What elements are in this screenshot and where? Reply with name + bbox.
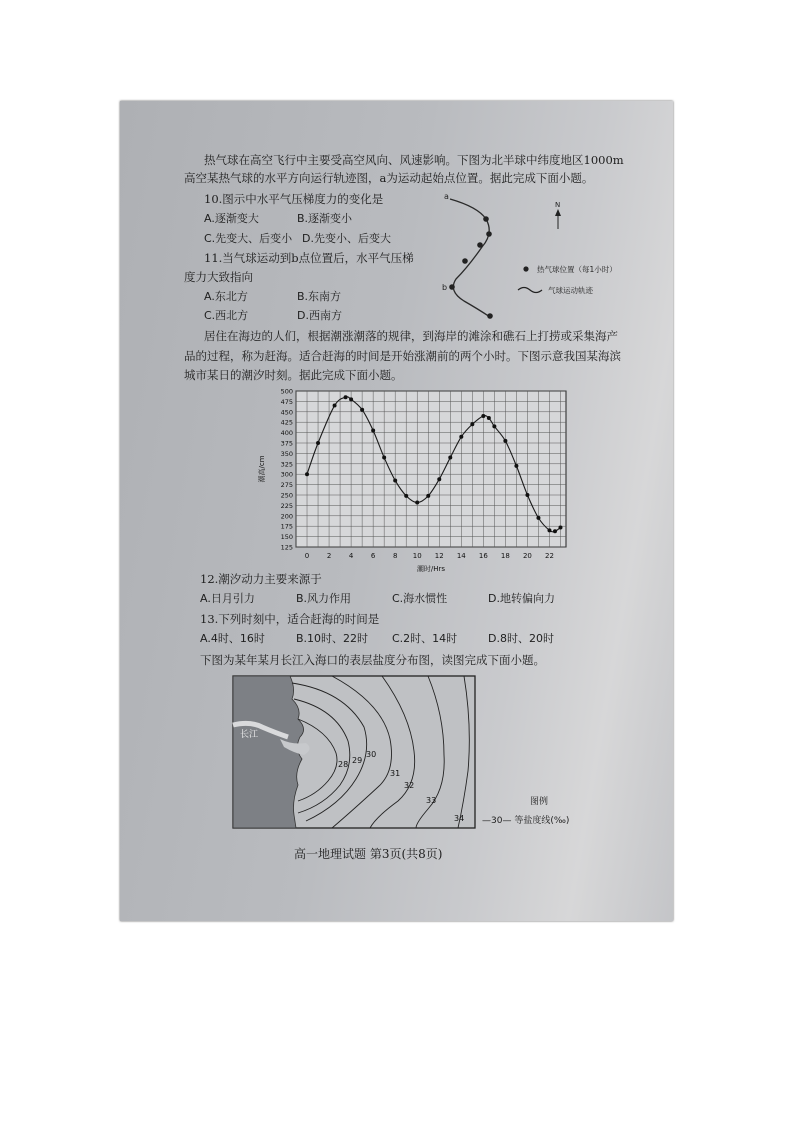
- q11-option-b: B.东南方: [297, 290, 342, 303]
- x-tick-label: 14: [456, 552, 466, 560]
- tide-data-point: [470, 422, 474, 426]
- q11-stem-line2: 度力大致指向: [184, 270, 253, 284]
- isoline-label-28: 28: [338, 760, 349, 769]
- y-tick-label: 300: [280, 470, 293, 479]
- balloon-trajectory-figure: [420, 189, 650, 325]
- tide-data-point: [344, 395, 348, 399]
- q12-stem: 12.潮汐动力主要来源于: [200, 572, 322, 586]
- tide-data-point: [481, 414, 485, 418]
- tide-data-point: [349, 397, 353, 401]
- x-tick-label: 12: [434, 552, 444, 560]
- tide-data-point: [360, 408, 364, 412]
- tide-data-point: [393, 478, 397, 482]
- balloon-point: [487, 313, 493, 319]
- tide-data-point: [437, 477, 441, 481]
- tide-data-point: [371, 429, 375, 433]
- isoline-label-34: 34: [454, 814, 465, 823]
- x-tick-label: 4: [348, 552, 354, 560]
- x-tick-label: 16: [478, 552, 488, 560]
- q13-option-a: A.4时、16时: [200, 632, 265, 645]
- y-tick-label: 375: [280, 439, 293, 448]
- y-tick-label: 250: [280, 491, 293, 500]
- x-tick-label: 22: [545, 552, 554, 560]
- q10-option-a: A.逐渐变大: [204, 212, 259, 225]
- river-label: 长江: [240, 730, 259, 740]
- passage1-line1: 热气球在高空飞行中主要受高空风向、风速影响。下图为北半球中纬度地区1000m: [204, 153, 624, 167]
- salinity-map: [232, 675, 477, 830]
- q10-option-c: C.先变大、后变小: [204, 232, 293, 245]
- balloon-track: [450, 199, 490, 317]
- map-legend-value: 30: [491, 816, 503, 826]
- passage2-line1: 居住在海边的人们，根据潮涨潮落的规律，到海岸的滩涂和礁石上打捞或采集海产: [204, 329, 618, 343]
- tide-data-point: [553, 529, 557, 533]
- y-tick-label: 325: [280, 460, 293, 469]
- q10-stem: 10.图示中水平气压梯度力的变化是: [204, 192, 384, 206]
- tide-data-point: [426, 494, 430, 498]
- legend-dash-icon: —: [482, 816, 491, 826]
- q13-option-d: D.8时、20时: [488, 632, 554, 645]
- y-axis-label: 潮高/cm: [258, 455, 266, 483]
- tide-data-point: [316, 441, 320, 445]
- y-tick-label: 450: [280, 408, 293, 417]
- y-tick-label: 225: [280, 501, 293, 510]
- balloon-point: [483, 216, 489, 222]
- tide-data-point: [547, 528, 551, 532]
- passage2-line2: 品的过程，称为赶海。适合赶海的时间是开始涨潮前的两个小时。下图示意我国某海滨: [184, 349, 621, 363]
- island: [288, 785, 292, 788]
- tide-data-point: [525, 493, 529, 497]
- tide-data-point: [404, 494, 408, 498]
- x-tick-label: 0: [304, 552, 310, 560]
- q11-option-a: A.东北方: [204, 290, 248, 303]
- balloon-point: [449, 284, 455, 290]
- x-tick-label: 8: [392, 552, 398, 560]
- y-tick-label: 425: [280, 418, 293, 427]
- tide-data-point: [305, 472, 309, 476]
- map-legend-text: 等盐度线(‰): [514, 816, 570, 826]
- tide-data-point: [558, 525, 562, 529]
- q11-option-c: C.西北方: [204, 309, 249, 322]
- isoline-label-30: 30: [366, 750, 377, 759]
- y-tick-label: 500: [280, 387, 293, 396]
- q10-option-d: D.先变小、后变大: [302, 232, 391, 245]
- q10-option-b: B.逐渐变小: [297, 212, 353, 225]
- tide-data-point: [382, 456, 386, 460]
- y-tick-label: 400: [280, 429, 293, 438]
- q11-option-d: D.西南方: [297, 309, 342, 322]
- legend-line-text: 气球运动轨迹: [548, 286, 593, 295]
- north-label: N: [555, 201, 561, 209]
- x-tick-label: 2: [326, 552, 332, 560]
- tide-data-point: [333, 404, 337, 408]
- isoline-label-33: 33: [426, 796, 437, 805]
- balloon-point: [486, 231, 492, 237]
- q13-option-c: C.2时、14时: [392, 632, 458, 645]
- exam-page: [120, 101, 673, 921]
- balloon-point: [462, 258, 468, 264]
- point-a-label: a: [444, 192, 449, 201]
- y-tick-label: 200: [280, 512, 293, 521]
- q12-option-d: D.地转偏向力: [488, 592, 555, 605]
- passage2-line3: 城市某日的潮汐时刻。据此完成下面小题。: [184, 368, 403, 382]
- y-tick-label: 150: [280, 533, 293, 542]
- page-footer: 高一地理试题 第3页(共8页): [294, 847, 443, 861]
- legend-line-icon: [518, 288, 542, 293]
- island: [283, 771, 289, 775]
- q12-option-a: A.日月引力: [200, 592, 255, 605]
- tide-data-point: [448, 456, 452, 460]
- plot-area: [296, 391, 566, 547]
- y-tick-label: 475: [280, 397, 293, 406]
- balloon-point: [477, 242, 483, 248]
- x-axis-label: 潮时/Hrs: [416, 565, 446, 573]
- tide-data-point: [492, 424, 496, 428]
- legend-dash-icon: —: [502, 816, 512, 826]
- point-b-label: b: [442, 283, 448, 292]
- x-tick-label: 18: [500, 552, 510, 560]
- tide-data-point: [536, 516, 540, 520]
- q13-option-b: B.10时、22时: [296, 632, 369, 645]
- tide-data-point: [415, 500, 419, 504]
- tide-data-point: [487, 416, 491, 420]
- north-arrow-head-icon: [555, 209, 561, 216]
- q13-stem: 13.下列时刻中，适合赶海的时间是: [200, 612, 380, 626]
- q12-option-b: B.风力作用: [296, 592, 352, 605]
- passage3-line1: 下图为某年某月长江入海口的表层盐度分布图，读图完成下面小题。: [200, 653, 545, 667]
- tide-chart: [250, 385, 580, 573]
- y-tick-label: 175: [280, 522, 293, 531]
- isoline-label-32: 32: [404, 781, 415, 790]
- passage1-line2: 高空某热气球的水平方向运行轨迹图，a为运动起始点位置。据此完成下面小题。: [184, 171, 594, 185]
- map-legend-entry: [482, 813, 569, 826]
- legend-dot-icon: [523, 266, 528, 271]
- map-legend-title: 图例: [530, 797, 549, 807]
- q11-stem-line1: 11.当气球运动到b点位置后，水平气压梯: [204, 251, 414, 265]
- y-tick-label: 275: [280, 481, 293, 490]
- y-tick-label: 125: [280, 543, 293, 552]
- y-tick-label: 350: [280, 449, 293, 458]
- x-tick-label: 6: [370, 552, 376, 560]
- x-tick-label: 20: [522, 552, 532, 560]
- tide-data-point: [503, 439, 507, 443]
- q12-option-c: C.海水惯性: [392, 592, 448, 605]
- tide-data-point: [459, 435, 463, 439]
- legend-dot-text: 热气球位置（每1小时）: [537, 265, 617, 274]
- isoline-label-31: 31: [390, 769, 401, 778]
- tide-data-point: [514, 464, 518, 468]
- x-tick-label: 10: [412, 552, 422, 560]
- isoline-label-29: 29: [352, 756, 363, 765]
